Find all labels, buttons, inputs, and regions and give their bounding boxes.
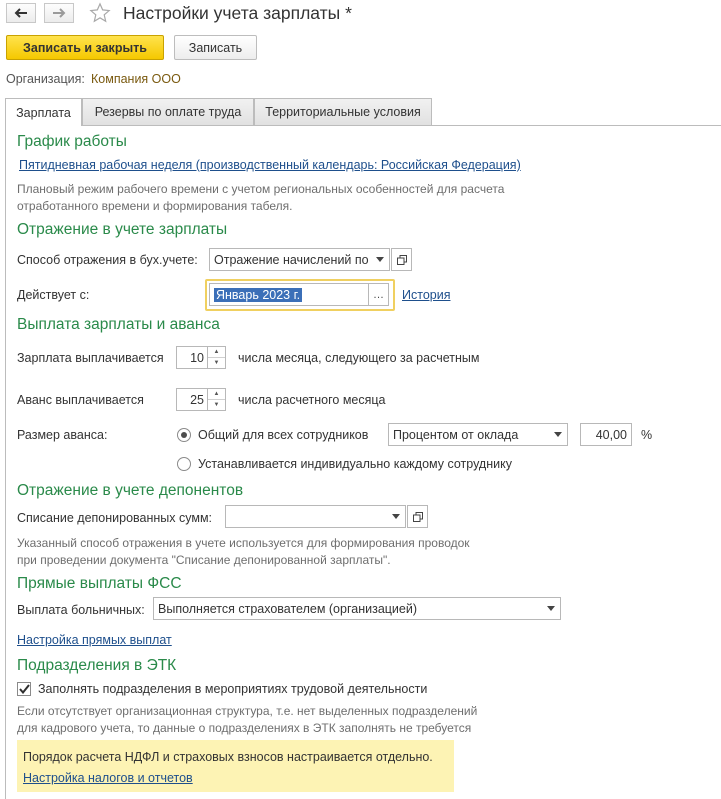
stepper-up-icon[interactable]: ▲ — [208, 389, 225, 400]
etk-heading: Подразделения в ЭТК — [17, 657, 177, 674]
etk-checkbox-label[interactable]: Заполнять подразделения в мероприятиях трудовой деятельности — [38, 682, 428, 696]
forward-button[interactable] — [44, 3, 74, 23]
schedule-link[interactable]: Пятидневная рабочая неделя (производственный календарь: Российская Федерация) — [19, 158, 521, 172]
page-title: Настройки учета зарплаты * — [123, 3, 352, 23]
sick-pay-dropdown[interactable] — [541, 597, 561, 620]
advance-percent-input[interactable] — [580, 423, 632, 446]
salary-day-value: 10 — [190, 350, 204, 365]
radio-common-advance[interactable] — [177, 428, 191, 442]
accounting-method-open-button[interactable] — [391, 248, 412, 271]
sick-pay-label: Выплата больничных: — [17, 603, 145, 617]
ndfl-info-text: Порядок расчета НДФЛ и страховых взносов настраивается отдельно. — [23, 750, 433, 764]
tab-territorial-conditions[interactable]: Территориальные условия — [254, 98, 432, 125]
advance-method-value: Процентом от оклада — [393, 427, 519, 442]
ellipsis-icon: … — [373, 288, 384, 301]
advance-label: Аванс выплачивается — [17, 393, 144, 407]
option-individual-label[interactable]: Устанавливается индивидуально каждому сотруднику — [198, 457, 512, 471]
chevron-down-icon — [547, 606, 555, 611]
arrow-left-icon — [14, 7, 28, 19]
tax-settings-link[interactable]: Настройка налогов и отчетов — [23, 771, 193, 785]
advance-percent-value: 40,00 — [595, 427, 627, 442]
history-link[interactable]: История — [402, 288, 451, 302]
deponents-writeoff-field[interactable] — [225, 505, 387, 528]
stepper-up-icon[interactable]: ▲ — [208, 347, 225, 358]
effective-date-select-button[interactable] — [368, 283, 389, 306]
accounting-method-value: Отражение начислений по — [214, 252, 369, 267]
salary-suffix: числа месяца, следующего за расчетным — [238, 351, 480, 365]
accounting-method-dropdown[interactable] — [370, 248, 390, 271]
favorite-button[interactable] — [89, 2, 111, 27]
chevron-down-icon — [392, 514, 400, 519]
payment-heading: Выплата зарплаты и аванса — [17, 316, 220, 333]
stepper-down-icon[interactable]: ▼ — [213, 402, 220, 408]
accounting-heading: Отражение в учете зарплаты — [17, 221, 228, 238]
star-icon — [89, 2, 111, 24]
organization-label: Организация: — [6, 72, 85, 86]
arrow-right-icon — [52, 7, 66, 19]
accounting-method-label: Способ отражения в бух.учете: — [17, 253, 198, 267]
effective-date-field[interactable] — [209, 283, 369, 306]
save-and-close-button[interactable]: Записать и закрыть — [6, 35, 164, 60]
etk-note-line2: для кадрового учета, то данные о подразделениях в ЭТК заполнять не требуется — [17, 721, 472, 735]
salary-day-input[interactable] — [176, 346, 208, 369]
organization-value[interactable]: Компания ООО — [91, 72, 181, 86]
deponents-note-line2: при проведении документа "Списание депонированной зарплаты". — [17, 553, 391, 567]
deponents-heading: Отражение в учете депонентов — [17, 482, 244, 499]
advance-day-input[interactable] — [176, 388, 208, 411]
tab-salary[interactable]: Зарплата — [5, 98, 82, 126]
etk-note-line1: Если отсутствует организационная структура, т.е. нет выделенных подразделений — [17, 704, 478, 718]
schedule-note-line1: Плановый режим рабочего времени с учетом региональных особенностей для расчета — [17, 182, 505, 196]
advance-day-value: 25 — [190, 392, 204, 407]
sick-pay-field[interactable] — [153, 597, 542, 620]
advance-suffix: числа расчетного месяца — [238, 393, 386, 407]
open-window-icon — [397, 255, 407, 265]
effective-date-label: Действует с: — [17, 288, 90, 302]
advance-method-dropdown[interactable] — [548, 423, 568, 446]
back-button[interactable] — [6, 3, 36, 23]
stepper-down-icon[interactable]: ▼ — [213, 360, 220, 366]
accounting-method-field[interactable] — [209, 248, 371, 271]
salary-day-stepper[interactable] — [208, 346, 226, 369]
checkmark-icon — [19, 684, 30, 694]
salary-label: Зарплата выплачивается — [17, 351, 164, 365]
chevron-down-icon — [554, 432, 562, 437]
tab-labor-reserves[interactable]: Резервы по оплате труда — [82, 98, 254, 125]
effective-date-value: Январь 2023 г. — [216, 287, 301, 302]
save-button[interactable]: Записать — [174, 35, 257, 60]
chevron-down-icon — [376, 257, 384, 262]
deponents-writeoff-open-button[interactable] — [407, 505, 428, 528]
etk-fill-departments-checkbox[interactable] — [17, 682, 31, 696]
advance-day-stepper[interactable] — [208, 388, 226, 411]
advance-size-label: Размер аванса: — [17, 428, 108, 442]
open-window-icon — [413, 512, 423, 522]
schedule-heading: График работы — [17, 133, 127, 150]
advance-method-field[interactable] — [388, 423, 549, 446]
fss-heading: Прямые выплаты ФСС — [17, 575, 182, 592]
schedule-note-line2: отработанного времени и формирования табеля. — [17, 199, 293, 213]
sick-pay-value: Выполняется страхователем (организацией) — [158, 601, 418, 616]
deponents-note-line1: Указанный способ отражения в учете используется для формирования проводок — [17, 536, 470, 550]
deponents-writeoff-dropdown[interactable] — [386, 505, 406, 528]
option-common-label[interactable]: Общий для всех сотрудников — [198, 428, 369, 442]
percent-sign: % — [641, 428, 653, 442]
deponents-writeoff-label: Списание депонированных сумм: — [17, 511, 213, 525]
radio-individual-advance[interactable] — [177, 457, 191, 471]
direct-payments-settings-link[interactable]: Настройка прямых выплат — [17, 633, 172, 647]
